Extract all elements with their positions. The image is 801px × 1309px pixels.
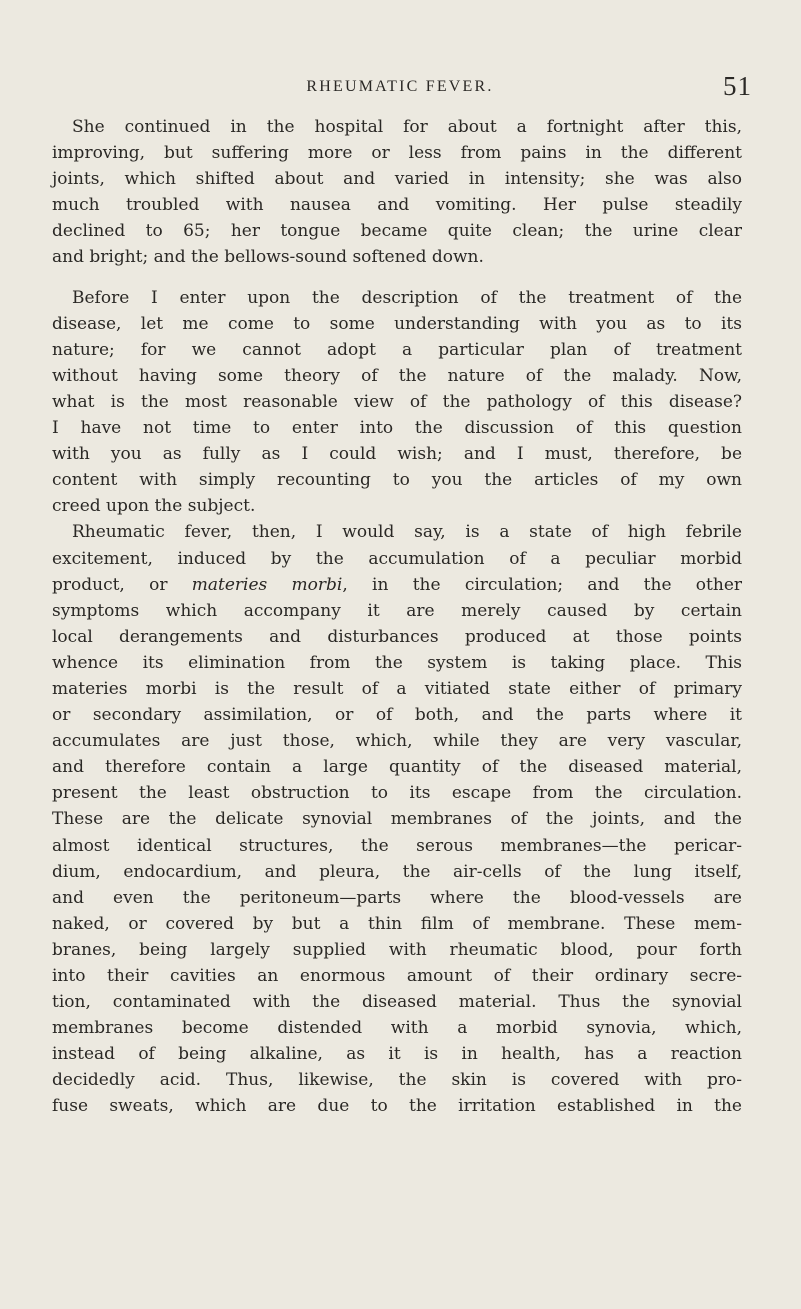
- text-line: joints, which shifted about and varied in intensity; she was also: [52, 169, 742, 190]
- text-line: decidedly acid. Thus, likewise, the skin is covered with pro-: [52, 1070, 742, 1091]
- text-line: almost identical structures, the serous membranes—the pericar-: [52, 835, 742, 856]
- text-line: She continued in the hospital for about a fortnight after this,: [72, 117, 742, 137]
- text-line: much troubled with nausea and vomiting. Her pulse steadily: [52, 195, 742, 216]
- text-line: instead of being alkaline, as it is in health, has a reaction: [52, 1044, 742, 1065]
- paragraph: [52, 519, 742, 1119]
- text-line: without having some theory of the nature of the malady. Now,: [52, 365, 742, 386]
- body-text: [52, 114, 742, 1120]
- text-line: with you as fully as I could wish; and I must, therefore, be: [52, 444, 742, 465]
- text-line: materies morbi is the result of a vitiated state either of primary: [52, 678, 742, 699]
- text-line: creed upon the subject.: [52, 496, 256, 517]
- text-line: or secondary assimilation, or of both, and the parts where it: [52, 705, 742, 726]
- text-line: into their cavities an enormous amount of their ordinary secre-: [52, 966, 742, 986]
- text-line: fuse sweats, which are due to the irritation established in the: [52, 1096, 742, 1117]
- text-line: declined to 65; her tongue became quite clean; the urine clear: [52, 221, 742, 242]
- text-line: present the least obstruction to its escape from the circulation.: [52, 783, 742, 804]
- text-line: These are the delicate synovial membranes of the joints, and the: [52, 809, 742, 830]
- paragraph: [52, 114, 742, 271]
- text-line: Rheumatic fever, then, I would say, is a state of high febrile: [72, 522, 742, 543]
- text-line: what is the most reasonable view of the pathology of this disease?: [52, 391, 742, 412]
- running-title: RHEUMATIC FEVER.: [306, 78, 494, 95]
- text-line: and bright; and the bellows-sound softened down.: [52, 247, 484, 268]
- text-line: disease, let me come to some understanding with you as to its: [52, 313, 742, 334]
- text-line: naked, or covered by but a thin film of membrane. These mem-: [52, 913, 742, 934]
- text-line: membranes become distended with a morbid synovia, which,: [52, 1018, 742, 1039]
- text-line: accumulates are just those, which, while they are very vascular,: [52, 731, 742, 752]
- text-line: tion, contaminated with the diseased material. Thus the synovial: [52, 992, 742, 1013]
- text-line: symptoms which accompany it are merely caused by certain: [52, 600, 742, 621]
- text-line: Before I enter upon the description of the treatment of the: [72, 287, 742, 308]
- text-line: I have not time to enter into the discussion of this question: [52, 418, 742, 439]
- text-line: product, or materies morbi, in the circulation; and the other: [52, 574, 743, 595]
- text-line: dium, endocardium, and pleura, the air-cells of the lung itself,: [52, 861, 742, 882]
- running-head: [40, 71, 760, 102]
- text-line: nature; for we cannot adopt a particular plan of treatment: [52, 339, 742, 360]
- page-number: 51: [723, 71, 752, 101]
- text-line: content with simply recounting to you the articles of my own: [52, 470, 742, 491]
- text-line: local derangements and disturbances produced at those points: [52, 626, 742, 647]
- text-line: excitement, induced by the accumulation of a peculiar morbid: [52, 548, 742, 569]
- text-line: whence its elimination from the system is taking place. This: [52, 652, 742, 673]
- text-line: and even the peritoneum—parts where the blood-vessels are: [52, 887, 742, 908]
- text-line: branes, being largely supplied with rheumatic blood, pour forth: [52, 939, 742, 960]
- paragraph: [52, 285, 742, 520]
- text-line: and therefore contain a large quantity of the diseased material,: [52, 757, 742, 778]
- text-line: improving, but suffering more or less from pains in the different: [52, 143, 742, 164]
